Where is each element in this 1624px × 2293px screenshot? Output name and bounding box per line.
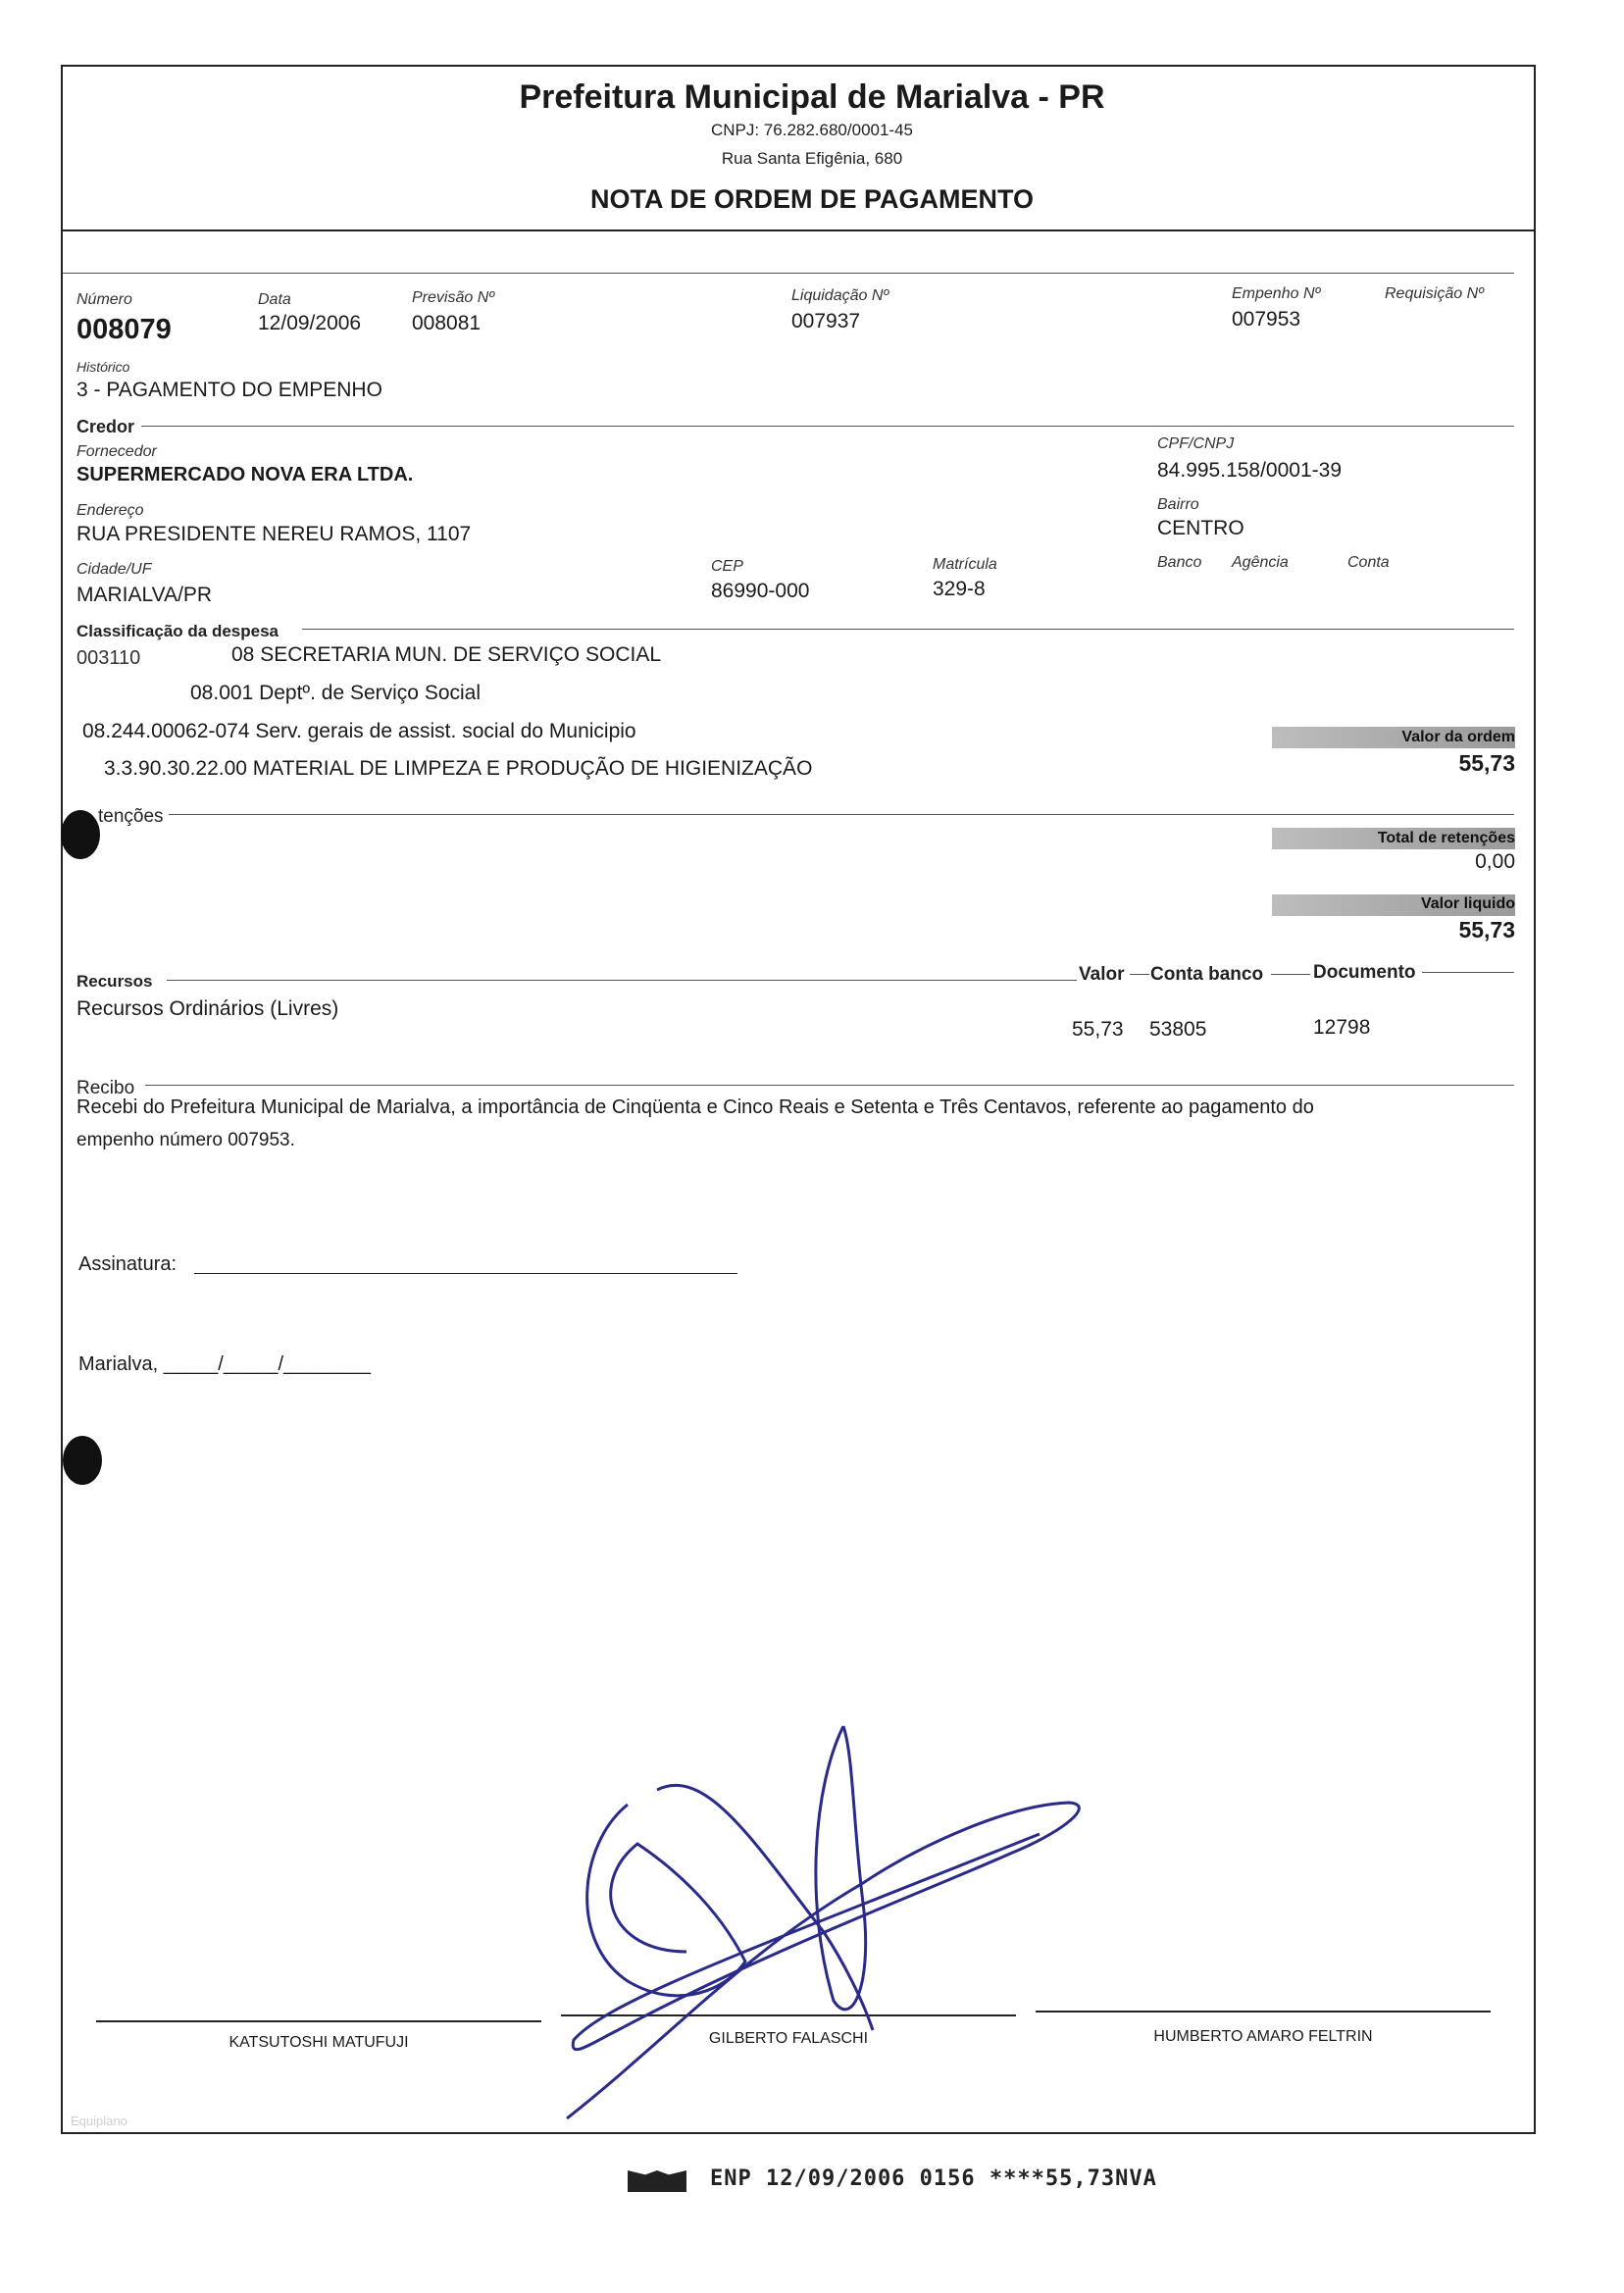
historico-value: 3 - PAGAMENTO DO EMPENHO	[76, 379, 382, 401]
cidade-label: Cidade/UF	[76, 561, 152, 578]
document-title: NOTA DE ORDEM DE PAGAMENTO	[589, 184, 1034, 214]
cpf-label: CPF/CNPJ	[1157, 435, 1235, 452]
signatory-2: GILBERTO FALASCHI	[708, 2030, 869, 2047]
signature-line-3	[1036, 2011, 1491, 2013]
recibo-rule	[145, 1085, 1514, 1086]
header-divider	[61, 229, 1534, 231]
fornecedor-value: SUPERMERCADO NOVA ERA LTDA.	[76, 464, 414, 485]
numero-value: 008079	[76, 314, 172, 345]
assinatura-line	[194, 1273, 737, 1274]
local-data-line: Marialva, _____/_____/________	[78, 1353, 372, 1375]
valor-ordem-label: Valor da ordem	[1401, 729, 1515, 745]
matricula-label: Matrícula	[933, 556, 997, 573]
matricula-value: 329-8	[933, 578, 986, 600]
valor-ordem-value: 55,73	[1458, 750, 1515, 776]
liquidacao-label: Liquidação Nº	[791, 287, 889, 304]
cidade-value: MARIALVA/PR	[76, 584, 213, 606]
recursos-rule-4	[1422, 972, 1514, 973]
numero-label: Número	[76, 291, 132, 308]
banco-label: Banco	[1157, 554, 1202, 571]
recibo-text-line1: Recebi do Prefeitura Municipal de Marialva, a importância de Cinqüenta e Cinco Reais e Setenta e Três Centavos, referente ao pagamento do	[76, 1096, 1314, 1118]
previsao-value: 008081	[412, 312, 482, 334]
previsao-label: Previsão Nº	[412, 289, 495, 306]
conta-label: Conta	[1347, 554, 1390, 571]
liquidacao-value: 007937	[791, 310, 861, 332]
signatory-1: KATSUTOSHI MATUFUJI	[228, 2034, 409, 2051]
assinatura-label: Assinatura:	[78, 1253, 178, 1275]
cep-value: 86990-000	[711, 580, 810, 602]
recursos-rule-3	[1271, 974, 1310, 975]
recursos-descricao: Recursos Ordinários (Livres)	[76, 997, 339, 1020]
bank-stamp-code: ENP 12/09/2006 0156 ****55,73NVA	[710, 2166, 1157, 2191]
recursos-valor-header: Valor	[1079, 964, 1125, 985]
historico-label: Histórico	[76, 359, 130, 375]
total-retencoes-value: 0,00	[1475, 850, 1515, 873]
classificacao-code: 003110	[76, 647, 141, 669]
recibo-text-line2: empenho número 007953.	[76, 1130, 295, 1150]
retencoes-section-title: tenções	[98, 806, 164, 827]
punch-hole-top	[61, 810, 100, 859]
page-title: Prefeitura Municipal de Marialva - PR	[519, 78, 1105, 116]
total-retencoes-label: Total de retenções	[1377, 830, 1515, 846]
bairro-label: Bairro	[1157, 496, 1199, 513]
endereco-label: Endereço	[76, 502, 144, 519]
address-text: Rua Santa Efigênia, 680	[721, 149, 903, 168]
data-label: Data	[258, 291, 291, 308]
fornecedor-label: Fornecedor	[76, 443, 157, 460]
punch-hole-bottom	[63, 1436, 102, 1485]
handwritten-signature	[549, 1707, 1098, 2138]
ids-top-rule	[63, 273, 1514, 274]
classificacao-rule	[302, 629, 1514, 630]
credor-rule	[141, 426, 1514, 427]
signatory-3: HUMBERTO AMARO FELTRIN	[1153, 2028, 1373, 2045]
recursos-section-title: Recursos	[76, 972, 153, 991]
bairro-value: CENTRO	[1157, 517, 1244, 539]
valor-liquido-value: 55,73	[1458, 917, 1515, 943]
equiplano-watermark: Equiplano	[71, 2114, 127, 2128]
endereco-value: RUA PRESIDENTE NEREU RAMOS, 1107	[76, 523, 472, 545]
signature-line-1	[96, 2020, 541, 2022]
credor-section-title: Credor	[76, 417, 135, 436]
recursos-conta: 53805	[1149, 1018, 1207, 1041]
recursos-documento-header: Documento	[1313, 962, 1416, 983]
classificacao-line4: 3.3.90.30.22.00 MATERIAL DE LIMPEZA E PRODUÇÃO DE HIGIENIZAÇÃO	[104, 757, 813, 780]
requisicao-label: Requisição Nº	[1385, 285, 1484, 302]
classificacao-line1: 08 SECRETARIA MUN. DE SERVIÇO SOCIAL	[231, 643, 662, 666]
empenho-value: 007953	[1232, 308, 1301, 331]
retencoes-rule	[169, 814, 1514, 815]
recursos-valor: 55,73	[1072, 1018, 1124, 1041]
cpf-value: 84.995.158/0001-39	[1157, 459, 1343, 482]
data-value: 12/09/2006	[258, 312, 362, 334]
cep-label: CEP	[711, 558, 743, 575]
agencia-label: Agência	[1232, 554, 1289, 571]
recursos-documento: 12798	[1313, 1016, 1371, 1039]
recursos-rule-2	[1130, 974, 1149, 975]
valor-liquido-label: Valor liquido	[1420, 895, 1515, 912]
empenho-label: Empenho Nº	[1232, 285, 1321, 302]
cnpj-text: CNPJ: 76.282.680/0001-45	[710, 121, 914, 139]
recibo-section-title: Recibo	[76, 1078, 135, 1098]
recursos-conta-header: Conta banco	[1150, 964, 1264, 985]
classificacao-line3: 08.244.00062-074 Serv. gerais de assist. social do Municipio	[82, 720, 636, 742]
recursos-rule	[167, 980, 1077, 981]
bank-logo-icon	[628, 2170, 686, 2192]
classificacao-section-title: Classificação da despesa	[76, 622, 279, 640]
classificacao-line2: 08.001 Deptº. de Serviço Social	[190, 682, 482, 704]
